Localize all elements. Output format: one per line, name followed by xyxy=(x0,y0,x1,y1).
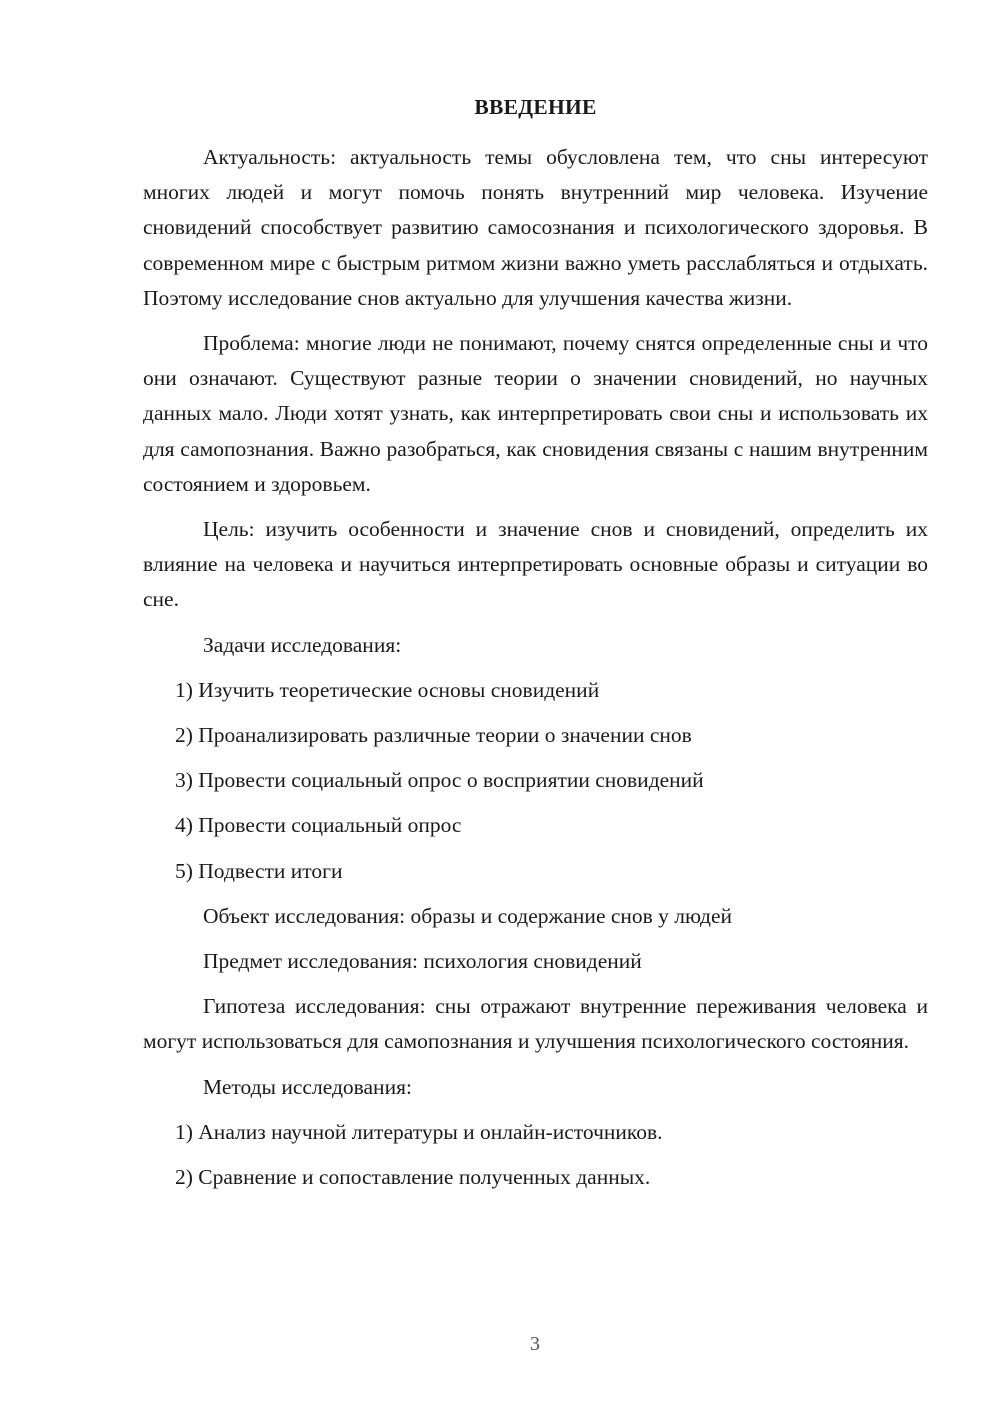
list-item: 1) Изучить теоретические основы сновидений xyxy=(175,677,600,702)
methods-heading: Методы исследования: xyxy=(203,1074,412,1099)
section-title: ВВЕДЕНИЕ xyxy=(474,95,597,119)
object-line: Объект исследования: образы и содержание снов у людей xyxy=(203,903,732,928)
problem-paragraph: Проблема: многие люди не понимают, почему снятся определенные сны и что они означают. Существуют разные теории о значении сновидений, но научных данных мало. Люди хотят узнать, как интерпретировать свои сны и использовать их для самопознания. Важно разобраться, как сновидения связаны с нашим внутренним состоянием и здоровьем. xyxy=(143,331,928,496)
relevance-paragraph: Актуальность: актуальность темы обусловлена тем, что сны интересуют многих людей и могут помочь понять внутренний мир человека. Изучение сновидений способствует развитию самосознания и психологического здоровья. В современном мире с быстрым ритмом жизни важно уметь расслабляться и отдыхать. Поэтому исследование снов актуально для улучшения качества жизни. xyxy=(143,145,928,310)
subject-line: Предмет исследования: психология сновидений xyxy=(203,949,642,974)
tasks-heading: Задачи исследования: xyxy=(203,632,402,657)
list-item: 2) Сравнение и сопоставление полученных данных. xyxy=(175,1165,651,1190)
list-item: 2) Проанализировать различные теории о значении снов xyxy=(175,723,692,748)
page-number: 3 xyxy=(530,1333,540,1355)
list-item: 4) Провести социальный опрос xyxy=(175,813,462,838)
document-page xyxy=(143,92,928,1205)
tasks-list xyxy=(143,673,928,889)
goal-paragraph: Цель: изучить особенности и значение снов и сновидений, определить их влияние на человека и научиться интерпретировать основные образы и ситуации во сне. xyxy=(143,517,928,612)
list-item: 3) Провести социальный опрос о восприятии сновидений xyxy=(175,768,704,793)
list-item: 5) Подвести итоги xyxy=(175,858,343,883)
methods-list xyxy=(143,1115,928,1195)
list-item: 1) Анализ научной литературы и онлайн-источников. xyxy=(175,1119,663,1144)
hypothesis-paragraph: Гипотеза исследования: сны отражают внутренние переживания человека и могут использоваться для самопознания и улучшения психологического состояния. xyxy=(143,994,928,1054)
